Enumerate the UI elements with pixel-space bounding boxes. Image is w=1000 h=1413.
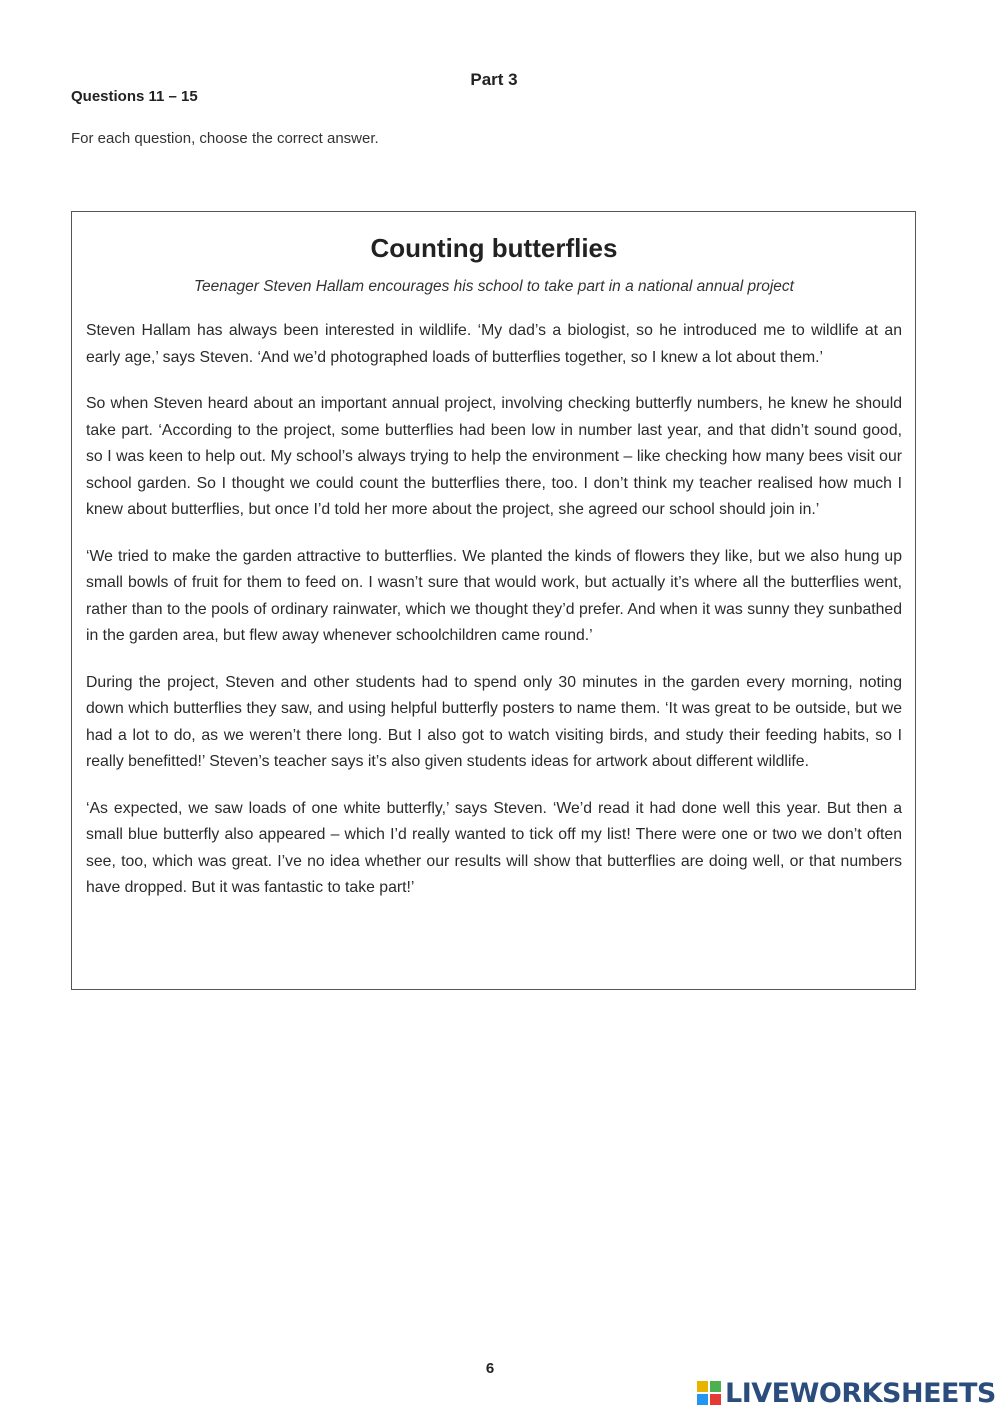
article-paragraph-3: ‘We tried to make the garden attractive to butterflies. We planted the kinds of flowers they like, but we also hung up small bowls of fruit for them to feed on. I wasn’t sure that would work, but actually it’s where all the butterflies went, rather than to the pools of ordinary rainwater, which we thought they’d prefer. And when it was sunny they sunbathed in the garden area, but flew away whenever schoolchildren came round.’ — [86, 547, 902, 644]
watermark-text: LIVEWORKSHEETS — [725, 1377, 996, 1409]
liveworksheets-watermark[interactable] — [697, 1376, 996, 1410]
liveworksheets-logo-icon — [697, 1381, 721, 1405]
article-paragraph-1: Steven Hallam has always been interested in wildlife. ‘My dad’s a biologist, so he introduced me to wildlife at an early age,’ says Steven. ‘And we’d photographed loads of butterflies together, so I knew a lot about them.’ — [86, 322, 902, 366]
part-title: Part 3 — [470, 70, 518, 89]
article-subtitle: Teenager Steven Hallam encourages his school to take part in a national annual project — [193, 278, 794, 295]
article-paragraph-2: So when Steven heard about an important annual project, involving checking butterfly numbers, he knew he should take part. ‘According to the project, some butterflies had been low in number last year, and that didn’t sound good, so I was keen to help out. My school’s always trying to help the environment – like checking how many bees visit our school garden. So I thought we could count the butterflies there, too. I don’t think my teacher realised how much I knew about butterflies, but once I’d told her more about the project, she agreed our school should join in.’ — [86, 395, 902, 518]
article-paragraph-4: During the project, Steven and other students had to spend only 30 minutes in the garden every morning, noting down which butterflies they saw, and using helpful butterfly posters to name them. ‘It was great to be outside, but we had a lot to do, as we weren’t there long. But I also got to watch visiting birds, and study their feeding habits, so I really benefitted!’ Steven’s teacher says it’s also given students ideas for artwork about different wildlife. — [86, 673, 902, 770]
instructions-text: For each question, choose the correct answer. — [71, 130, 379, 147]
article-box — [71, 211, 916, 990]
page-number: 6 — [485, 1360, 495, 1377]
article-paragraph-5: ‘As expected, we saw loads of one white butterfly,’ says Steven. ‘We’d read it had done well this year. But then a small blue butterfly also appeared – which I’d really wanted to tick off my list! There were one or two we don’t often see, too, which was great. I’ve no idea whether our results will show that butterflies are doing well, or that numbers have dropped. But it was fantastic to take part!’ — [86, 799, 902, 896]
questions-label: Questions 11 – 15 — [71, 88, 198, 105]
article-title: Counting butterflies — [370, 233, 618, 263]
